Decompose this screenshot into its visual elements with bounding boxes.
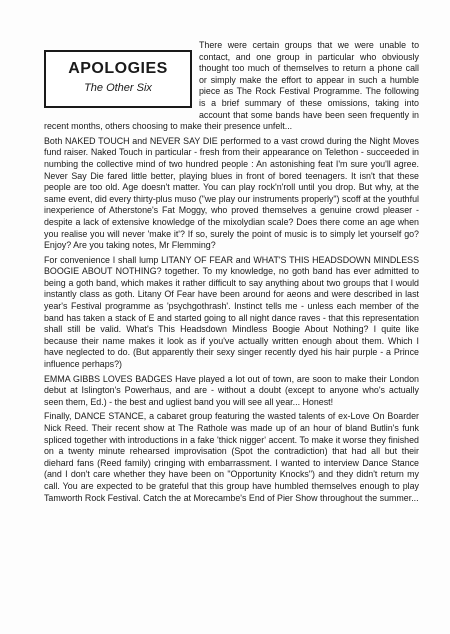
title-wrap-spacer: [44, 40, 199, 114]
paragraph-emma-gibbs: EMMA GIBBS LOVES BADGES Have played a lot out of town, are soon to make their London debut at Islington's Powerhaus, and are - without a doubt (except to anyone who's actually seen them, Ed.) - the best and ugliest band you will see all year... Honest!: [44, 373, 419, 407]
paragraph-dance-stance: Finally, DANCE STANCE, a cabaret group featuring the wasted talents of ex-Love On Boarder Nick Reed. Their recent show at The Rathole was made up of an hour of bland Butlin's funk spliced together with introductions in a fake 'thick nigger' accent. To make it worse they finished on a twenty minute rehearsed improvisation (Spot the contradiction) that had all but their diehard fans (Reed family) cringing with embarrassment. I wanted to interview Dance Stance (and I don't care whether they have been on "Opportunity Knocks") and they didn't return my call. You are expected to be grateful that this group have humbled themselves enough to play Tamworth Rock Festival. Catch the at Morecambe's End of Pier Show throughout the summer...: [44, 411, 419, 503]
paragraph-intro: There were certain groups that we were unable to contact, and one group in particular who obviously thought too much of themselves to return a phone call or simply make the effort to appear in such a humble piece as The Rock Festival Programme. The following is a brief summary of these omissions, taking into account that some bands have been seen frequently in recent months, others choosing to make their presence unfelt...: [44, 40, 419, 132]
article-body: [44, 40, 419, 507]
paragraph-naked-touch: Both NAKED TOUCH and NEVER SAY DIE performed to a vast crowd during the Night Moves fund raiser. Naked Touch in particular - fresh from their appearance on Telethon - succeeded in numbing the collective mind of two hundred people : An astonishing feat I'm sure you'll agree. Never Say Die fared little better, playing blues in front of bored teenagers. It isn't that these people are too old. Age doesn't matter. You can play rock'n'roll until you drop. But why, at the same event, did every thirty-plus muso ("we play our instruments properly") scoff at the youthful inexperience of Atherstone's Fat Moggy, who proved themselves a genuine crowd pleaser - despite a lack of extensive knowledge of the mixolydian scale? Does there come an age when you realise you will never 'make it'? If so, surely the point of music is to simply let yourself go? Enjoy? Are you taking notes, Mr Flemming?: [44, 135, 419, 251]
page-subtitle: The Other Six: [84, 82, 152, 94]
page-title: APOLOGIES: [68, 60, 168, 77]
paragraph-litany-of-fear: For convenience I shall lump LITANY OF FEAR and WHAT'S THIS HEADSDOWN MINDLESS BOOGIE ABOUT NOTHING? together. To my knowledge, no goth band has ever admitted to being a goth band, which makes it rather difficult to say anything about two groups that I would instantly class as goth. Litany Of Fear have been around for aeons and were described in last year's Festival programme as 'psychgothrash'. Instinct tells me - unless each member of the band has taken a stack of E and started going to all night dance raves - that this representation shall still be valid. What's This Headsdown Mindless Boogie About Nothing? I quite like because their name makes it look as if you've actually written enough about them. Which I have neglected to do. (But apparently their sexy singer recently dyed his hair purple - a Prince influence perhaps?): [44, 254, 419, 370]
